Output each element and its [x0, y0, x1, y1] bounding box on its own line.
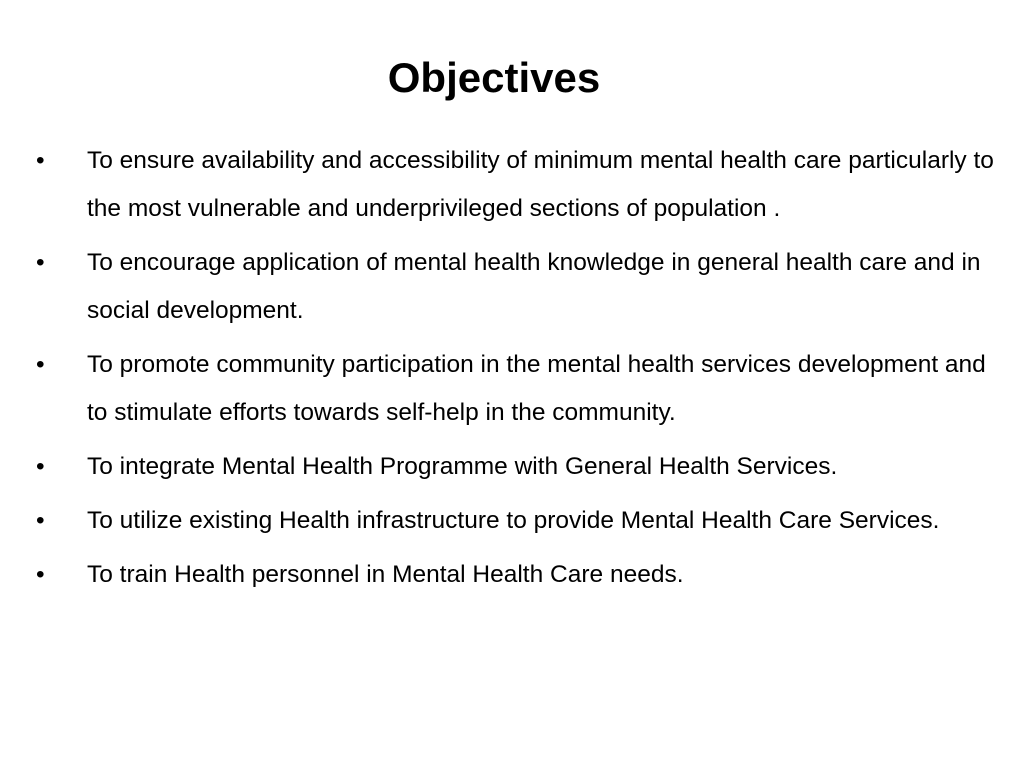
list-item — [30, 551, 1010, 599]
list-item — [30, 497, 1010, 545]
bullet-icon: • — [36, 147, 45, 174]
bullet-icon: • — [36, 249, 45, 276]
bullet-text: To encourage application of mental health knowledge in general health care and in social development. — [87, 249, 981, 324]
bullet-text: To promote community participation in the mental health services development and to stimulate efforts towards self-help in the community. — [87, 351, 986, 426]
list-item — [30, 137, 1010, 233]
list-item — [30, 239, 1010, 335]
bullet-icon: • — [36, 507, 45, 534]
slide-title: Objectives — [387, 54, 601, 101]
objectives-list — [30, 137, 1010, 605]
bullet-icon: • — [36, 453, 45, 480]
bullet-icon: • — [36, 561, 45, 588]
bullet-text: To ensure availability and accessibility of minimum mental health care particularly to the most vulnerable and underprivileged sections of population . — [87, 147, 994, 222]
bullet-text: To utilize existing Health infrastructure to provide Mental Health Care Services. — [87, 507, 940, 534]
bullet-text: To integrate Mental Health Programme with General Health Services. — [87, 453, 838, 480]
list-item — [30, 341, 1010, 437]
bullet-text: To train Health personnel in Mental Health Care needs. — [87, 561, 684, 588]
bullet-icon: • — [36, 351, 45, 378]
list-item — [30, 443, 1010, 491]
